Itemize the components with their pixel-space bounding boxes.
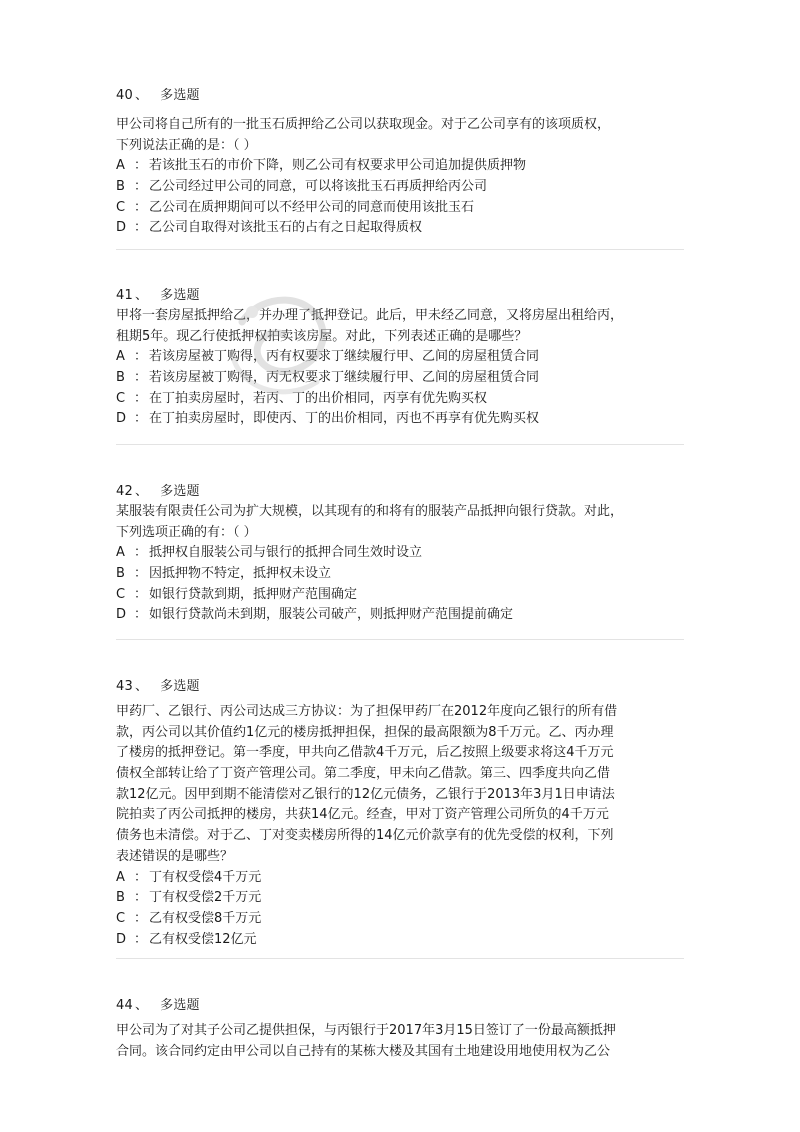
divider xyxy=(116,249,684,250)
question-number: 44 xyxy=(116,998,133,1013)
question-type: 多选题 xyxy=(160,679,200,694)
stem-line: 下列说法正确的是：（ ） xyxy=(116,137,257,153)
number-separator: 、 xyxy=(134,484,149,499)
stem-line: 款12亿元。因甲到期不能清偿对乙银行的12亿元债务，乙银行于2013年3月1日申请法 xyxy=(116,786,615,802)
option-d: D ： 乙有权受偿12亿元 xyxy=(116,931,257,947)
option-text: 若该房屋被丁购得，丙无权要求丁继续履行甲、乙间的房屋租赁合同 xyxy=(149,370,540,386)
option-text: 如银行贷款尚未到期，服装公司破产，则抵押财产范围提前确定 xyxy=(149,607,514,623)
option-d: D ： 乙公司自取得对该批玉石的占有之日起取得质权 xyxy=(116,220,423,236)
question-type: 多选题 xyxy=(160,288,200,303)
question-number: 40 xyxy=(116,88,133,103)
question-header xyxy=(116,86,686,106)
stem-line: 合同。该合同约定由甲公司以自己持有的某栋大楼及其国有土地建设用地使用权为乙公 xyxy=(116,1043,611,1059)
option-text: 因抵押物不特定，抵押权未设立 xyxy=(149,566,332,582)
question-stem xyxy=(116,306,686,347)
question-44 xyxy=(116,996,686,1062)
option-a: A ： 若该批玉石的市价下降，则乙公司有权要求甲公司追加提供质押物 xyxy=(116,158,527,174)
question-header xyxy=(116,677,686,697)
stem-line: 债权全部转让给了丁资产管理公司。第二季度，甲未向乙借款。第三、四季度共向乙借 xyxy=(116,766,611,782)
question-type: 多选题 xyxy=(160,998,200,1013)
number-separator: 、 xyxy=(134,998,149,1013)
option-c: C ： 乙有权受偿8千万元 xyxy=(116,910,262,926)
question-header xyxy=(116,996,686,1016)
option-c: C ： 在丁拍卖房屋时，若丙、丁的出价相同，丙享有优先购买权 xyxy=(116,390,488,406)
question-header xyxy=(116,482,686,502)
option-b: B ： 丁有权受偿2千万元 xyxy=(116,890,262,906)
option-a: A ： 丁有权受偿4千万元 xyxy=(116,869,262,885)
option-text: 乙公司经过甲公司的同意，可以将该批玉石再质押给丙公司 xyxy=(149,179,488,195)
stem-line: 债务也未清偿。对于乙、丁对变卖楼房所得的14亿元价款享有的优先受偿的权利，下列 xyxy=(116,828,614,844)
option-a: A ： 抵押权自服装公司与银行的抵押合同生效时设立 xyxy=(116,545,423,561)
stem-line: 甲药厂、乙银行、丙公司达成三方协议：为了担保甲药厂在2012年度向乙银行的所有借 xyxy=(116,704,618,719)
option-d: D ： 如银行贷款尚未到期，服装公司破产，则抵押财产范围提前确定 xyxy=(116,607,514,623)
question-40 xyxy=(116,86,686,239)
question-43 xyxy=(116,677,686,950)
option-text: 若该房屋被丁购得，丙有权要求丁继续履行甲、乙间的房屋租赁合同 xyxy=(149,349,540,365)
option-text: 抵押权自服装公司与银行的抵押合同生效时设立 xyxy=(149,545,423,561)
option-text: 丁有权受偿4千万元 xyxy=(149,869,262,885)
option-text: 乙有权受偿8千万元 xyxy=(149,910,262,926)
stem-line: 院拍卖了丙公司抵押的楼房，共获14亿元。经查，甲对丁资产管理公司所负的4千万元 xyxy=(116,807,609,823)
question-42 xyxy=(116,482,686,626)
number-separator: 、 xyxy=(134,88,149,103)
question-stem xyxy=(116,1021,686,1062)
question-number: 41 xyxy=(116,288,133,303)
option-text: 在丁拍卖房屋时，即使丙、丁的出价相同，丙也不再享有优先购买权 xyxy=(149,411,540,427)
stem-line: 某服装有限责任公司为扩大规模，以其现有的和将有的服装产品抵押向银行贷款。对此， xyxy=(116,504,624,519)
stem-line: 了楼房的抵押登记。第一季度，甲共向乙借款4千万元，后乙按照上级要求将这4千万元 xyxy=(116,745,614,761)
option-text: 乙有权受偿12亿元 xyxy=(149,931,257,947)
option-text: 在丁拍卖房屋时，若丙、丁的出价相同，丙享有优先购买权 xyxy=(149,390,488,406)
stem-line: 下列选项正确的有：（ ） xyxy=(116,524,257,540)
watermark-logo-icon xyxy=(212,282,352,412)
option-text: 乙公司在质押期间可以不经甲公司的同意而使用该批玉石 xyxy=(149,199,475,215)
option-text: 丁有权受偿2千万元 xyxy=(149,890,262,906)
question-type: 多选题 xyxy=(160,88,200,103)
question-stem xyxy=(116,115,686,156)
option-d: D ： 在丁拍卖房屋时，即使丙、丁的出价相同，丙也不再享有优先购买权 xyxy=(116,411,540,427)
question-type: 多选题 xyxy=(160,484,200,499)
stem-line: 租期5年。现乙行使抵押权拍卖该房屋。对此，下列表述正确的是哪些？ xyxy=(116,328,528,344)
divider xyxy=(116,444,684,445)
option-c: C ： 如银行贷款到期，抵押财产范围确定 xyxy=(116,586,358,602)
question-number: 43 xyxy=(116,679,133,694)
option-text: 乙公司自取得对该批玉石的占有之日起取得质权 xyxy=(149,220,423,236)
number-separator: 、 xyxy=(134,288,149,303)
option-c: C ： 乙公司在质押期间可以不经甲公司的同意而使用该批玉石 xyxy=(116,199,475,215)
question-stem xyxy=(116,502,686,543)
question-header xyxy=(116,286,686,306)
option-a: A ： 若该房屋被丁购得，丙有权要求丁继续履行甲、乙间的房屋租赁合同 xyxy=(116,349,540,365)
option-text: 如银行贷款到期，抵押财产范围确定 xyxy=(149,586,358,602)
question-41 xyxy=(116,286,686,430)
question-stem xyxy=(116,702,686,868)
divider xyxy=(116,958,684,959)
option-b: B ： 因抵押物不特定，抵押权未设立 xyxy=(116,566,332,582)
option-b: B ： 乙公司经过甲公司的同意，可以将该批玉石再质押给丙公司 xyxy=(116,179,488,195)
option-b: B ： 若该房屋被丁购得，丙无权要求丁继续履行甲、乙间的房屋租赁合同 xyxy=(116,370,540,386)
divider xyxy=(116,639,684,640)
option-text: 若该批玉石的市价下降，则乙公司有权要求甲公司追加提供质押物 xyxy=(149,158,527,174)
stem-line: 甲公司将自己所有的一批玉石质押给乙公司以获取现金。对于乙公司享有的该项质权， xyxy=(116,117,611,132)
stem-line: 甲将一套房屋抵押给乙，并办理了抵押登记。此后，甲未经乙同意，又将房屋出租给丙， xyxy=(116,308,624,323)
stem-line: 甲公司为了对其子公司乙提供担保，与丙银行于2017年3月15日签订了一份最高额抵押 xyxy=(116,1023,616,1038)
stem-line: 表述错误的是哪些？ xyxy=(116,848,234,864)
question-number: 42 xyxy=(116,484,133,499)
stem-line: 款，丙公司以其价值约1亿元的楼房抵押担保，担保的最高限额为8千万元。乙、丙办理 xyxy=(116,724,614,740)
number-separator: 、 xyxy=(134,679,149,694)
